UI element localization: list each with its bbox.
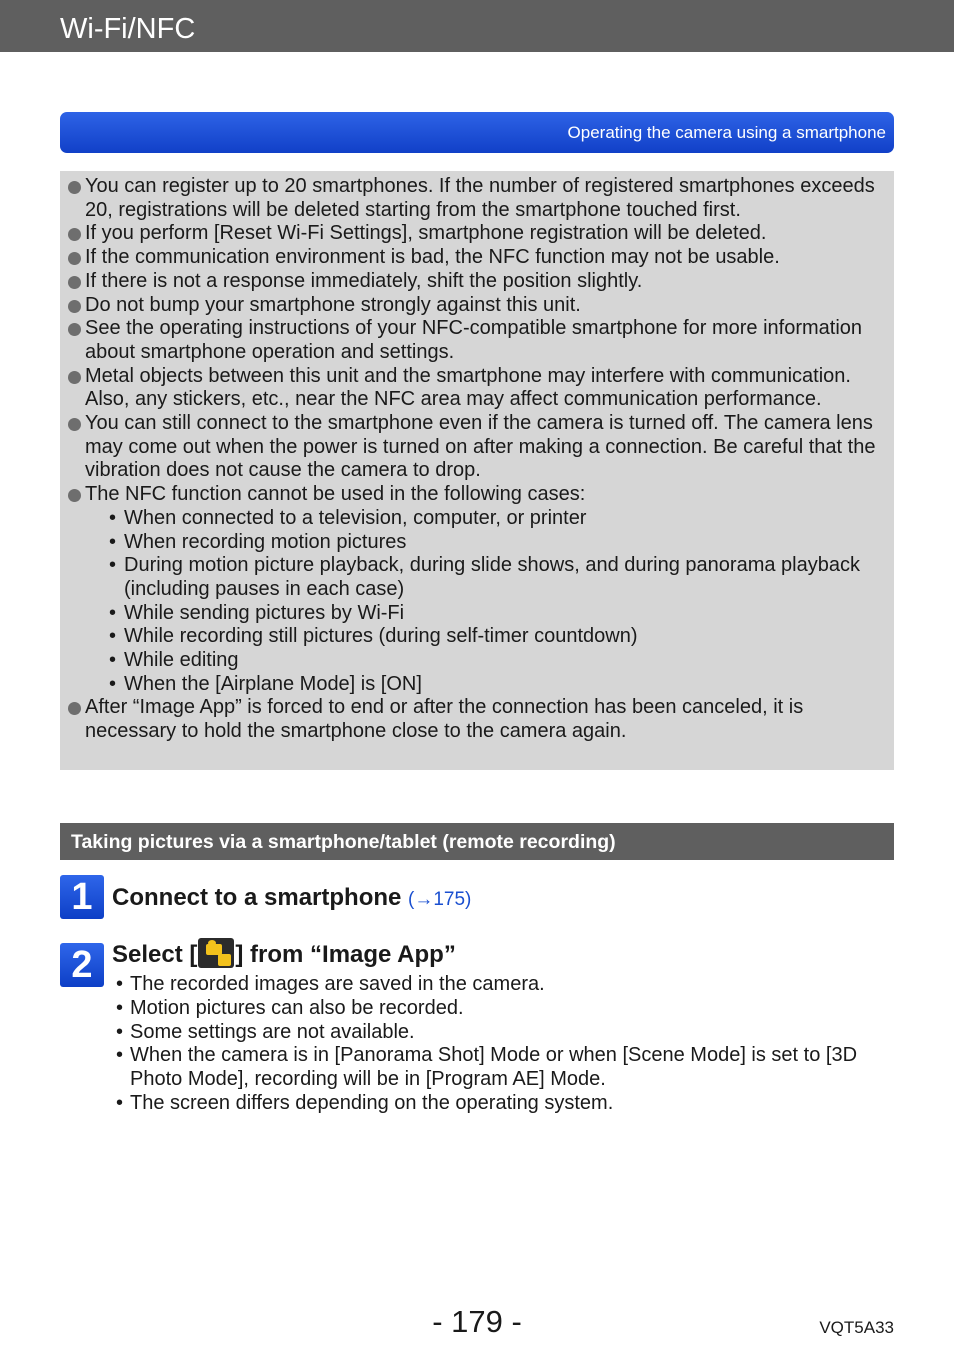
document-code: VQT5A33 [819,1318,894,1337]
step-2-title: Select [ ] from “Image App” [112,938,456,969]
bullet-icon [68,418,81,431]
bullet-icon [68,300,81,313]
nfc-cases-list [85,507,888,697]
note-item: See the operating instructions of your NFC-compatible smartphone for more information about smartphone operation and settings. [60,317,894,364]
image-app-remote-recording-icon [198,938,234,968]
bullet-icon [68,276,81,289]
section-heading-bar [60,823,894,860]
step-2-details [112,973,882,1116]
nfc-case-item: • While sending pictures by Wi-Fi [109,601,405,624]
section-heading: Taking pictures via a smartphone/tablet (remote recording) [71,831,616,853]
section-ribbon [60,112,894,153]
note-item: If you perform [Reset Wi-Fi Settings], smartphone registration will be deleted. [60,222,894,246]
header-bar [0,0,954,52]
section-ribbon-label: Operating the camera using a smartphone [567,123,886,142]
bullet-icon [68,371,81,384]
note-item: If the communication environment is bad, the NFC function may not be usable. [60,246,894,270]
detail-item: • The screen differs depending on the operating system. [116,1091,614,1114]
nfc-case-item: • When recording motion pictures [109,530,407,553]
step-2-number: 2 [60,943,104,987]
nfc-case-item: • During motion picture playback, during slide shows, and during panorama playback (including pauses in each case) [109,554,860,600]
step-1-title: Connect to a smartphone (→175) [112,884,472,911]
page-reference-link[interactable]: (→175) [408,889,472,910]
nfc-case-item: • When connected to a television, computer, or printer [109,506,587,529]
step-1-number: 1 [60,875,104,919]
nfc-case-item: • While editing [109,649,239,672]
note-item: You can still connect to the smartphone even if the camera is turned off. The camera lens may come out when the power is turned on after making a connection. Be careful that the vibration does not cause the camera to drop. [60,412,894,483]
note-item: You can register up to 20 smartphones. If the number of registered smartphones exceeds 20, registrations will be deleted starting from the smartphone touched first. [60,175,894,222]
bullet-icon [68,323,81,336]
detail-item: • The recorded images are saved in the camera. [116,973,545,995]
bullet-icon [68,489,81,502]
nfc-case-item: • When the [Airplane Mode] is [ON] [109,672,422,695]
bullet-icon [68,702,81,715]
nfc-case-item: • While recording still pictures (during self-timer countdown) [109,625,638,648]
page-number: - 179 - [432,1304,522,1339]
note-item: After “Image App” is forced to end or after the connection has been canceled, it is necessary to hold the smartphone close to the camera again. [60,696,894,743]
bullet-icon [68,228,81,241]
detail-item: • When the camera is in [Panorama Shot] Mode or when [Scene Mode] is set to [3D Photo Mode], recording will be in [Program AE] Mode. [116,1044,858,1091]
detail-item: • Some settings are not available. [116,1020,415,1043]
notes-list [60,171,894,744]
bullet-icon [68,181,81,194]
note-item: If there is not a response immediately, shift the position slightly. [60,270,894,294]
note-item: Do not bump your smartphone strongly against this unit. [60,294,894,318]
chapter-title: Wi-Fi/NFC [60,13,196,45]
notes-box [60,171,894,770]
note-item: Metal objects between this unit and the smartphone may interfere with communication. Also, any stickers, etc., near the NFC area may affect communication performance. [60,365,894,412]
note-item: The NFC function cannot be used in the following cases: • When connected to a television, computer, or printer • When recording motion pictures • During motion picture playback, during slide shows, and during panorama playback (including pauses in each case) • While sending pictures by Wi-Fi • While recording still pictures (during self-timer countdown) • While editing • When the [Airplane Mode] is [ON] [60,483,894,696]
bullet-icon [68,252,81,265]
detail-item: • Motion pictures can also be recorded. [116,996,464,1019]
